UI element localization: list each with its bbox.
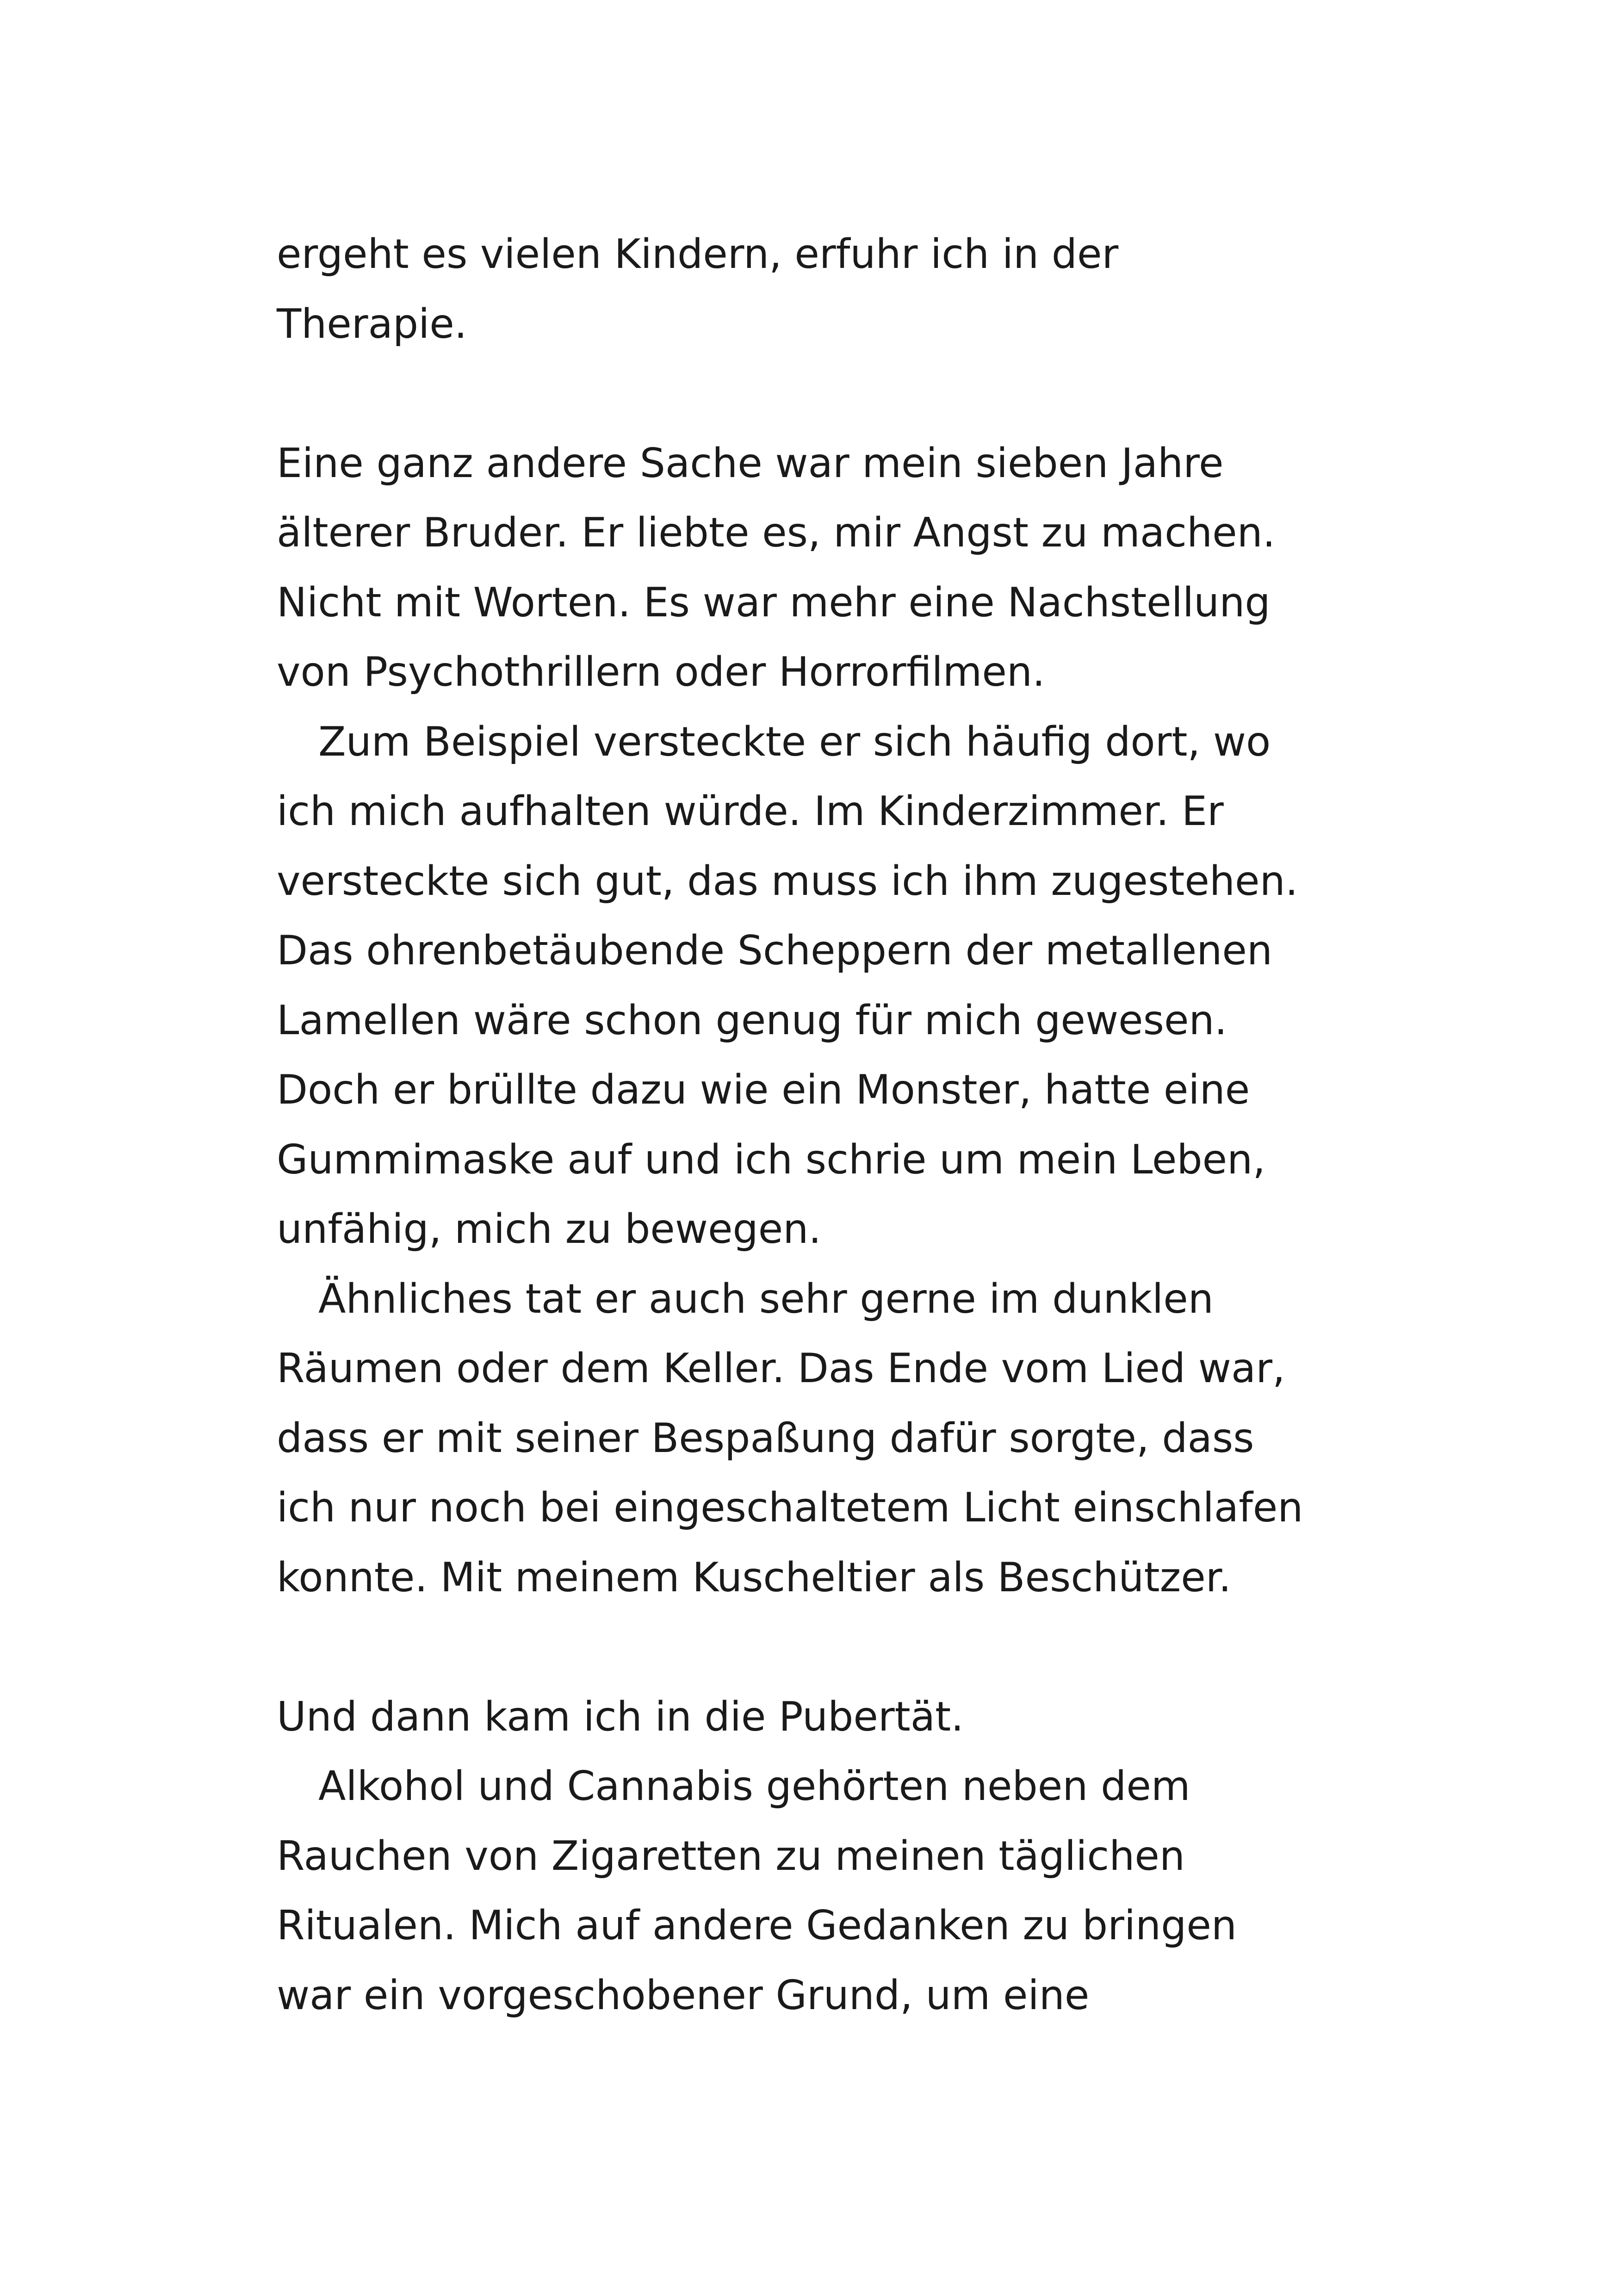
text-line: ich nur noch bei eingeschaltetem Licht einschlafen — [277, 1484, 1303, 1531]
paragraph-gap — [277, 1612, 1387, 1682]
text-line: Räumen oder dem Keller. Das Ende vom Lied war, — [277, 1345, 1285, 1392]
paragraph — [277, 219, 1387, 359]
text-line: dass er mit seiner Bespaßung dafür sorgte, dass — [277, 1414, 1254, 1462]
text-line: Rauchen von Zigaretten zu meinen täglichen — [277, 1832, 1185, 1880]
paragraph — [277, 1751, 1387, 2030]
text-line: ergeht es vielen Kindern, erfuhr ich in der — [277, 230, 1119, 278]
text-line: Lamellen wäre schon genug für mich gewesen. — [277, 996, 1227, 1044]
paragraph — [277, 428, 1387, 707]
text-line: ich mich aufhalten würde. Im Kinderzimmer. Er — [277, 788, 1224, 835]
text-line: unfähig, mich zu bewegen. — [277, 1205, 822, 1253]
paragraph — [277, 1264, 1387, 1613]
text-line: Zum Beispiel versteckte er sich häufig dort, wo — [318, 718, 1271, 765]
text-line: konnte. Mit meinem Kuscheltier als Beschützer. — [277, 1553, 1232, 1601]
text-line: Und dann kam ich in die Pubertät. — [277, 1693, 964, 1740]
text-line: Eine ganz andere Sache war mein sieben Jahre — [277, 439, 1224, 487]
text-line: Nicht mit Worten. Es war mehr eine Nachstellung — [277, 578, 1271, 626]
text-line: versteckte sich gut, das muss ich ihm zugestehen. — [277, 857, 1298, 905]
text-line: war ein vorgeschobener Grund, um eine — [277, 1971, 1090, 2019]
paragraph — [277, 1682, 1387, 1752]
body-text — [277, 219, 1387, 2030]
text-line: Therapie. — [277, 300, 467, 348]
paragraph — [277, 707, 1387, 1264]
text-line: älterer Bruder. Er liebte es, mir Angst zu machen. — [277, 509, 1276, 556]
text-line: Doch er brüllte dazu wie ein Monster, hatte eine — [277, 1066, 1250, 1113]
paragraph-gap — [277, 359, 1387, 428]
text-line: Ritualen. Mich auf andere Gedanken zu bringen — [277, 1902, 1237, 1949]
text-line: Alkohol und Cannabis gehörten neben dem — [318, 1762, 1190, 1810]
text-line: Das ohrenbetäubende Scheppern der metallenen — [277, 927, 1273, 974]
text-line: Gummimaske auf und ich schrie um mein Leben, — [277, 1136, 1265, 1183]
text-line: von Psychothrillern oder Horrorfilmen. — [277, 648, 1045, 695]
text-line: Ähnliches tat er auch sehr gerne im dunklen — [318, 1275, 1214, 1322]
